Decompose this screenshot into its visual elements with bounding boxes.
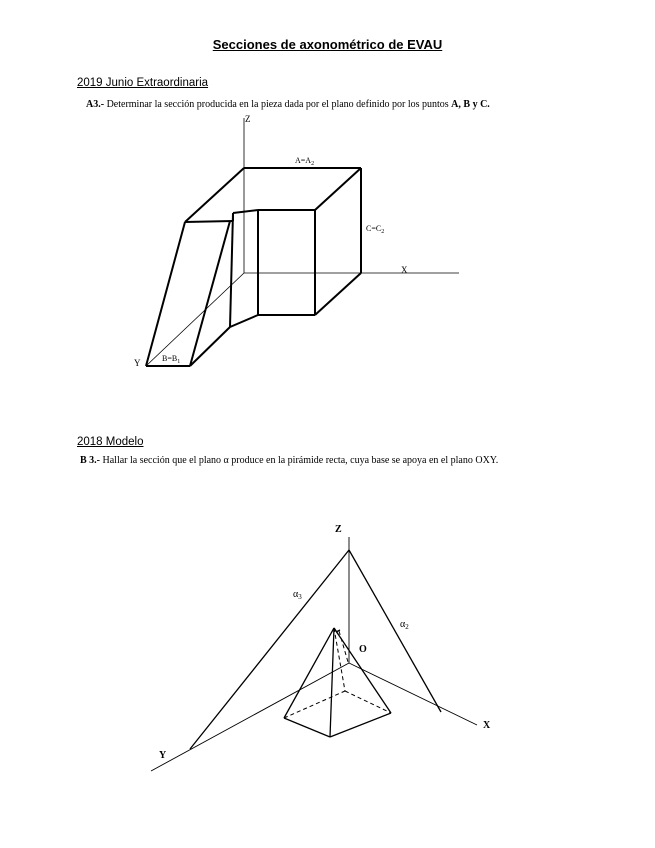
page-title: Secciones de axonométrico de EVAU <box>212 37 443 52</box>
problem-a3-code: A3.- <box>86 99 105 110</box>
origin-label: O <box>359 644 367 655</box>
x-label-1: X <box>401 265 408 275</box>
y-label-2: Y <box>159 750 167 761</box>
problem-a3-text: Determinar la sección producida en la pieza dada por el plano definido por los puntos <box>104 99 452 110</box>
z-label-2: Z <box>335 524 342 535</box>
x-label-2: X <box>483 720 491 731</box>
label-point-b: $B=B_1$ <box>162 354 181 365</box>
section-heading-2019: 2019 Junio Extraordinaria <box>77 77 209 89</box>
label-point-a: $A=A_2$ <box>295 156 315 167</box>
alpha2-label: $\alpha_2$ <box>400 619 409 631</box>
pyramid <box>284 628 391 737</box>
x-axis-2 <box>349 663 477 725</box>
pyramid-hidden-edges <box>284 628 391 718</box>
problem-b3-code: B 3.- <box>80 455 100 466</box>
y-label-1: Y <box>134 358 141 368</box>
problem-a3-points: A, B y C. <box>451 99 490 110</box>
trace-alpha2 <box>349 550 441 712</box>
label-point-c: $C=C_2$ <box>366 224 385 235</box>
problem-b3-text: Hallar la sección que el plano α produce en la pirámide recta, cuya base se apoya en el plano OXY. <box>100 455 499 466</box>
z-label-1: Z <box>245 114 251 124</box>
alpha3-label: $\alpha_3$ <box>293 589 302 601</box>
y-axis-2 <box>151 663 349 771</box>
trace-alpha3 <box>190 550 349 749</box>
section-heading-2018: 2018 Modelo <box>77 436 144 448</box>
